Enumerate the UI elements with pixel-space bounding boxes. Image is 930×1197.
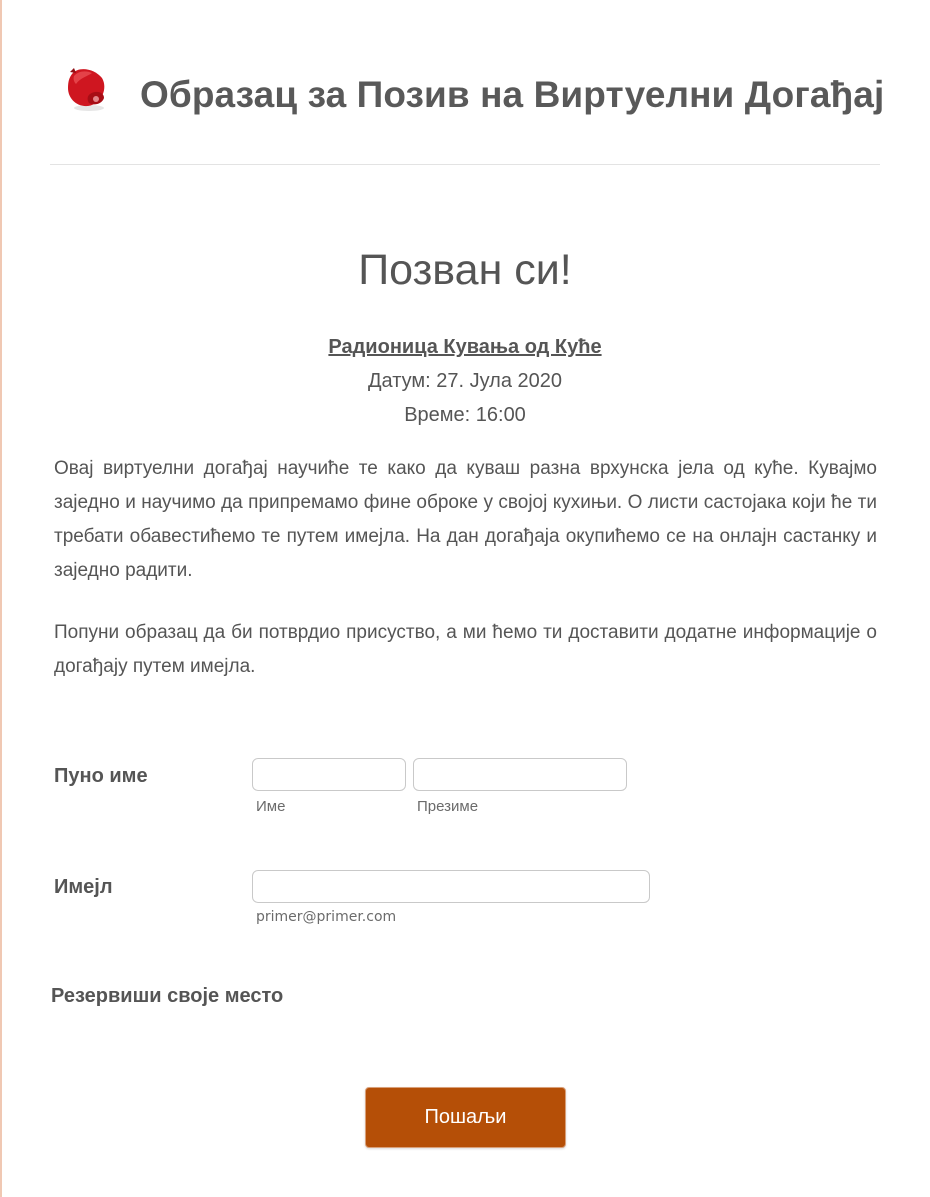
event-description: Овај виртуелни догађај научиће те како да куваш разна врхунска јела од куће. Кувајмо заједно и научимо да припремамо фине оброке у својој кухињи. О листи састојака који ће ти требати обавестићемо те путем имејла. На дан догађаја окупићемо се на онлајн састанку и заједно радити. [54,458,877,581]
first-name-input[interactable] [252,758,406,791]
form-header [50,48,885,165]
form-title: Образац за Позив на Виртуелни Догађај [140,74,885,115]
page-left-border [0,0,2,1197]
email-input[interactable] [252,870,650,903]
rsvp-instructions: Попуни образац да би потврдио присуство, а ми ћемо ти доставити додатне информације о догађају путем имејла. [54,622,877,677]
reserve-spot-label: Резервиши своје место [51,985,284,1007]
full-name-label: Пуно име [54,765,148,787]
invitation-heading: Позван си! [358,246,572,294]
event-date: Датум: 27. Јула 2020 [367,370,562,392]
pomegranate-logo-icon [62,64,108,114]
event-time: Време: 16:00 [404,404,526,426]
submit-button[interactable]: Пошаљи [365,1087,566,1148]
last-name-input[interactable] [413,758,627,791]
event-name: Радионица Кувања од Куће [328,336,602,358]
email-label: Имејл [54,876,113,898]
email-sublabel: primer@primer.com [256,909,397,925]
first-name-sublabel: Име [256,798,286,815]
last-name-sublabel: Презиме [417,798,479,815]
